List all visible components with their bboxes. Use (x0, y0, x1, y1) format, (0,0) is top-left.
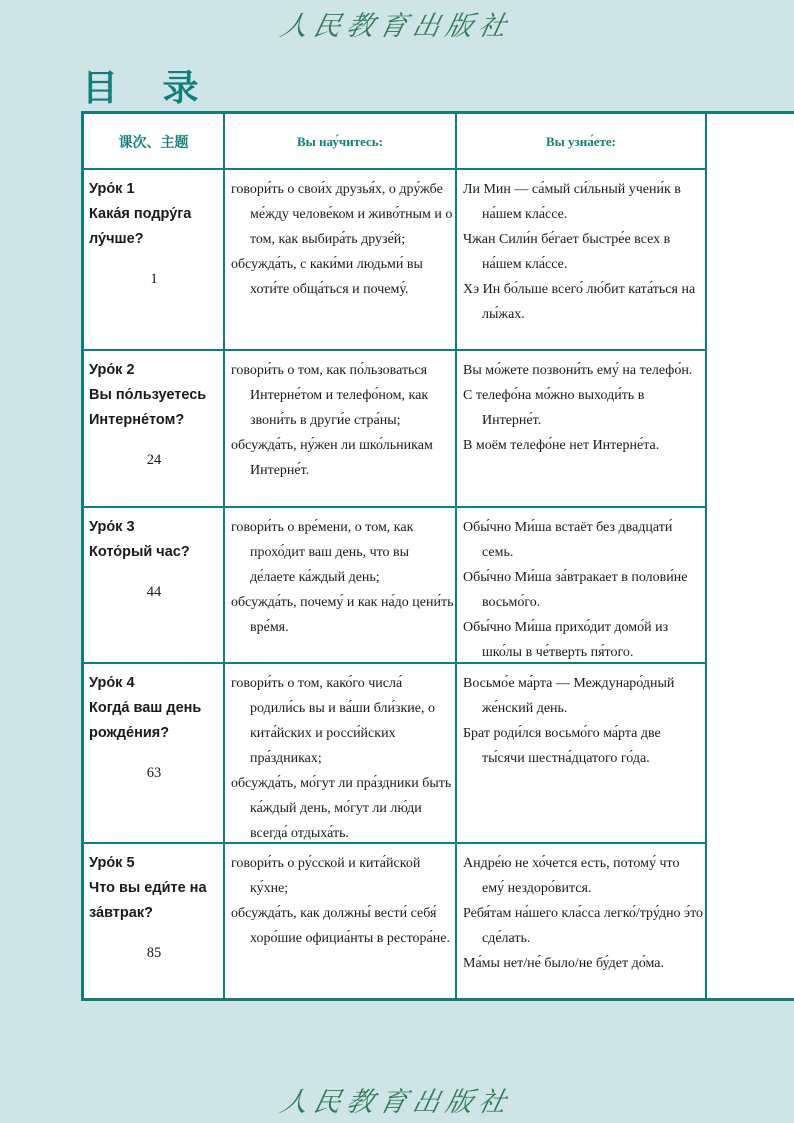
learn-item: обсужда́ть, как должны́ вести́ себя́ хоро́шие официа́нты в рестора́не. (231, 906, 450, 946)
learn-list (231, 671, 456, 846)
know-list (463, 358, 703, 458)
lesson-topic[interactable]: Когда́ ваш день рожде́ния? (89, 700, 202, 741)
page-title: 目 录 (82, 68, 215, 109)
lesson-topic[interactable]: Кака́я подру́га лу́чше? (89, 206, 192, 247)
know-item: Ли Мин — са́мый си́льный учени́к в на́шем кла́ссе. (463, 182, 681, 222)
row-divider (84, 168, 707, 170)
know-item: Андре́ю не хо́чется есть, потому́ что ему́ нездоро́вится. (463, 856, 680, 896)
lesson-number: Уро́к 4 (89, 675, 135, 691)
learn-list (231, 177, 456, 302)
contents-table (81, 111, 794, 1001)
know-list (463, 515, 703, 665)
header-you-will-know: Вы узна́ете: (545, 133, 617, 149)
page-number[interactable]: 44 (146, 584, 162, 600)
learn-item: обсужда́ть, мо́гут ли пра́здники быть ка́ждый день, мо́гут ли лю́ди всегда́ отдыха́ть. (231, 776, 452, 841)
lesson-heading (89, 177, 224, 252)
lesson-heading (89, 851, 224, 926)
lesson-number: Уро́к 1 (89, 181, 135, 197)
learn-item: говори́ть о свои́х друзья́х, о дру́жбе ме́жду челове́ком и живо́тным и о том, как выбира́ть друзе́й; (231, 182, 453, 247)
learn-item: говори́ть о том, како́го числа́ родили́сь вы и ва́ши бли́зкие, о кита́йских и росси́йских пра́здниках; (231, 676, 436, 766)
lesson-number: Уро́к 5 (89, 855, 135, 871)
learn-item: обсужда́ть, ну́жен ли шко́льникам Интерне́т. (231, 438, 433, 478)
know-list (463, 671, 703, 771)
page-number[interactable]: 1 (150, 271, 158, 287)
header-lesson-topic: 课次、主题 (118, 134, 189, 151)
learn-item: говори́ть о ру́сской и кита́йской ку́хне; (231, 856, 421, 896)
know-item: Восьмо́е ма́рта — Междунаро́дный же́нский день. (463, 676, 675, 716)
column-divider (705, 114, 707, 998)
know-item: Обы́чно Ми́ша прихо́дит домо́й из шко́лы в че́тверть пя́того. (463, 620, 669, 660)
learn-item: обсужда́ть, почему́ и как на́до цени́ть вре́мя. (231, 595, 454, 635)
know-list (463, 177, 703, 327)
know-item: С телефо́на мо́жно выходи́ть в Интерне́т. (463, 388, 645, 428)
know-item: Обы́чно Ми́ша за́втракает в полови́не восьмо́го. (463, 570, 688, 610)
publisher-logo-top: 人民教育出版社 (277, 11, 516, 42)
header-you-will-learn: Вы нау́читесь: (296, 133, 383, 149)
know-item: Ребя́там на́шего кла́сса легко́/тру́дно э́то сде́лать. (463, 906, 704, 946)
page-number[interactable]: 85 (146, 945, 162, 961)
page-number[interactable]: 63 (146, 765, 162, 781)
learn-list (231, 515, 456, 640)
lesson-number: Уро́к 3 (89, 519, 135, 535)
learn-item: обсужда́ть, с каки́ми людьми́ вы хоти́те обща́ться и почему́. (231, 257, 423, 297)
know-item: В моём телефо́не нет Интерне́та. (463, 438, 660, 453)
know-item: Хэ Ин бо́льше всего́ лю́бит ката́ться на лы́жах. (463, 282, 696, 322)
know-item: Обы́чно Ми́ша встаёт без двадцати́ семь. (463, 520, 673, 560)
know-item: Чжан Сили́н бе́гает быстре́е всех в на́шем кла́ссе. (463, 232, 671, 272)
row-divider (84, 506, 707, 508)
learn-list (231, 358, 456, 483)
lesson-topic[interactable]: Вы по́льзуетесь Интерне́том? (89, 387, 207, 428)
learn-list (231, 851, 456, 951)
lesson-heading (89, 671, 224, 746)
know-list (463, 851, 703, 976)
row-divider (84, 349, 707, 351)
page-number[interactable]: 24 (146, 452, 162, 468)
know-item: Брат роди́лся восьмо́го ма́рта две ты́сячи шестна́дцатого го́да. (463, 726, 661, 766)
know-item: Ма́мы нет/не́ было/не бу́дет до́ма. (463, 956, 664, 971)
learn-item: говори́ть о вре́мени, о том, как прохо́дит ваш день, что вы де́лаете ка́ждый день; (231, 520, 414, 585)
publisher-logo-bottom: 人民教育出版社 (277, 1087, 516, 1118)
learn-item: говори́ть о том, как по́льзоваться Интерне́том и телефо́ном, как звони́ть в други́е стра́ны; (231, 363, 429, 428)
lesson-heading (89, 358, 224, 433)
lesson-topic[interactable]: Что вы еди́те на за́втрак? (89, 880, 207, 921)
lesson-heading (89, 515, 224, 565)
lesson-number: Уро́к 2 (89, 362, 135, 378)
know-item: Вы мо́жете позвони́ть ему́ на телефо́н. (463, 363, 693, 378)
lesson-topic[interactable]: Кото́рый час? (89, 544, 190, 560)
